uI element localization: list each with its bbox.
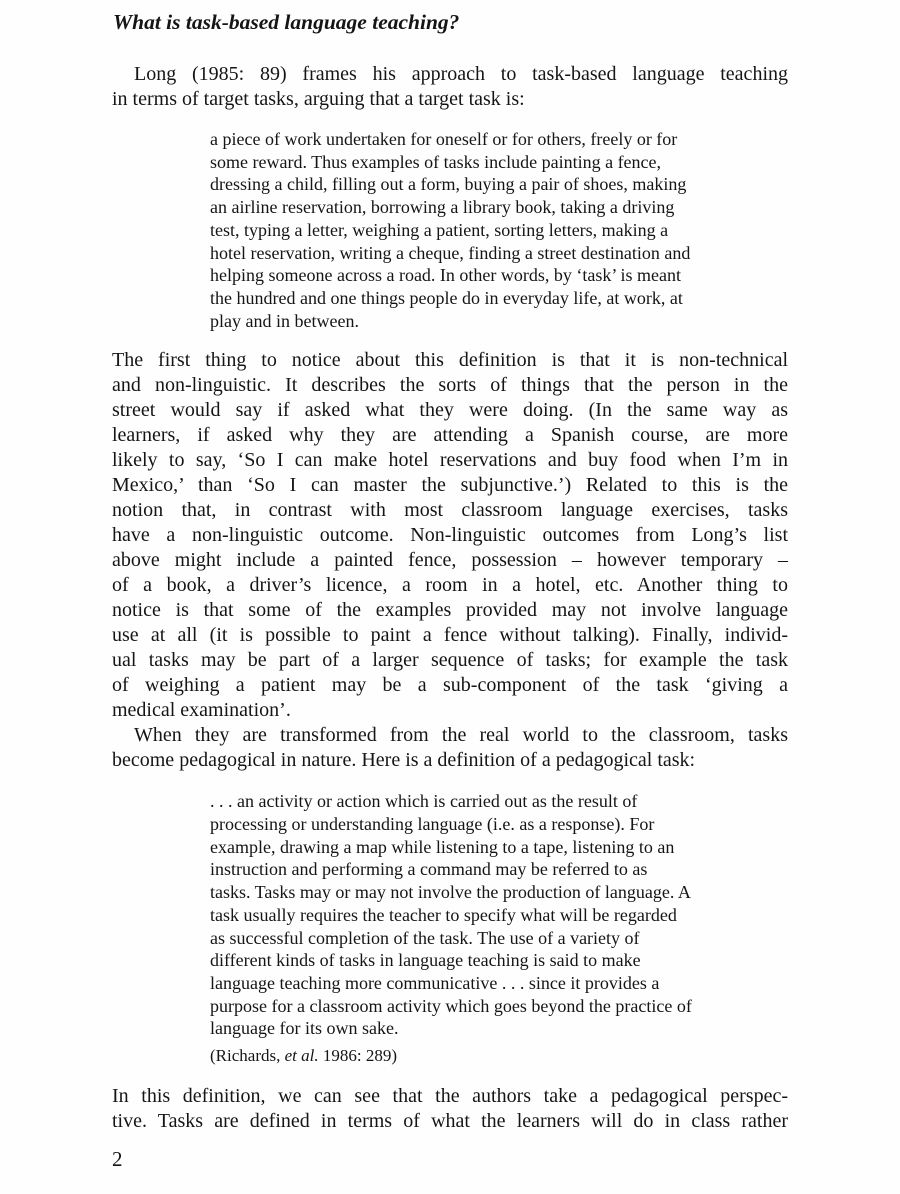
text-line: example, drawing a map while listening to a tape, listening to an: [210, 836, 675, 857]
text-line: processing or understanding language (i.e. as a response). For: [210, 814, 655, 835]
text-line: street would say if asked what they were doing. (In the same way as: [112, 399, 788, 422]
text-line: of a book, a driver’s licence, a room in a hotel, etc. Another thing to: [112, 574, 788, 597]
text-line: When they are transformed from the real world to the classroom, tasks: [134, 724, 788, 747]
text-line: language for its own sake.: [210, 1018, 399, 1039]
paragraph-authors-perspective: [112, 1084, 788, 1134]
running-head: What is task-based language teaching?: [113, 10, 460, 34]
text-line: use at all (it is possible to paint a fence without talking). Finally, individ-: [112, 624, 788, 647]
paragraph-long-intro: [112, 62, 788, 112]
text-line: and non-linguistic. It describes the sorts of things that the person in the: [112, 374, 788, 397]
text-line: different kinds of tasks in language teaching is said to make: [210, 950, 641, 971]
text-line: above might include a painted fence, possession – however temporary –: [112, 549, 788, 572]
attribution-text-pre: (Richards,: [210, 1046, 285, 1066]
text-line: as successful completion of the task. The use of a variety of: [210, 927, 640, 948]
text-line: in terms of target tasks, arguing that a target task is:: [112, 88, 525, 110]
blockquote-pedagogical-definition: [210, 790, 780, 1040]
text-line: language teaching more communicative . . . since it provides a: [210, 972, 660, 993]
text-line: an airline reservation, borrowing a library book, taking a driving: [210, 197, 675, 218]
text-line: likely to say, ‘So I can make hotel reservations and buy food when I’m in: [112, 449, 788, 472]
text-line: become pedagogical in nature. Here is a definition of a pedagogical task:: [112, 749, 696, 772]
text-line: hotel reservation, writing a cheque, finding a street destination and: [210, 242, 691, 263]
page-number: 2: [112, 1147, 123, 1171]
text-line: dressing a child, filling out a form, buying a pair of shoes, making: [210, 174, 687, 195]
text-line: Long (1985: 89) frames his approach to task-based language teaching: [134, 63, 788, 85]
text-line: notion that, in contrast with most classroom language exercises, tasks: [112, 499, 788, 522]
page-content: [112, 8, 788, 1134]
text-line: The first thing to notice about this definition is that it is non-technical: [112, 349, 788, 372]
text-line: purpose for a classroom activity which goes beyond the practice of: [210, 995, 692, 1016]
text-line: medical examination’.: [112, 699, 291, 722]
text-line: task usually requires the teacher to specify what will be regarded: [210, 904, 677, 925]
text-line: some reward. Thus examples of tasks include painting a fence,: [210, 151, 662, 172]
text-line: tive. Tasks are defined in terms of what the learners will do in class rather: [112, 1110, 788, 1133]
text-line: the hundred and one things people do in everyday life, at work, at: [210, 287, 683, 308]
quote-attribution: [210, 1045, 788, 1067]
text-line: In this definition, we can see that the authors take a pedagogical perspec-: [112, 1085, 788, 1108]
text-line: notice is that some of the examples provided may not involve language: [112, 599, 788, 622]
blockquote-long-definition: [210, 128, 780, 332]
text-line: have a non-linguistic outcome. Non-linguistic outcomes from Long’s list: [112, 524, 788, 547]
text-line: instruction and performing a command may be referred to as: [210, 859, 648, 880]
text-line: learners, if asked why they are attending a Spanish course, are more: [112, 424, 788, 447]
text-line: Mexico,’ than ‘So I can master the subjunctive.’) Related to this is the: [112, 474, 788, 497]
paragraph-pedagogical-intro: [112, 723, 788, 773]
text-line: tasks. Tasks may or may not involve the production of language. A: [210, 882, 691, 903]
attribution-text-post: 1986: 289): [318, 1046, 397, 1066]
text-line: a piece of work undertaken for oneself or for others, freely or for: [210, 129, 678, 149]
text-line: of weighing a patient may be a sub-component of the task ‘giving a: [112, 674, 788, 697]
text-line: play and in between.: [210, 310, 359, 331]
text-line: helping someone across a road. In other words, by ‘task’ is meant: [210, 265, 682, 286]
paragraph-definition-discussion: [112, 348, 788, 723]
text-line: test, typing a letter, weighing a patient, sorting letters, making a: [210, 219, 669, 240]
attribution-et-al: et al.: [284, 1046, 319, 1066]
text-line: . . . an activity or action which is carried out as the result of: [210, 791, 638, 812]
text-line: ual tasks may be part of a larger sequence of tasks; for example the task: [112, 649, 788, 672]
